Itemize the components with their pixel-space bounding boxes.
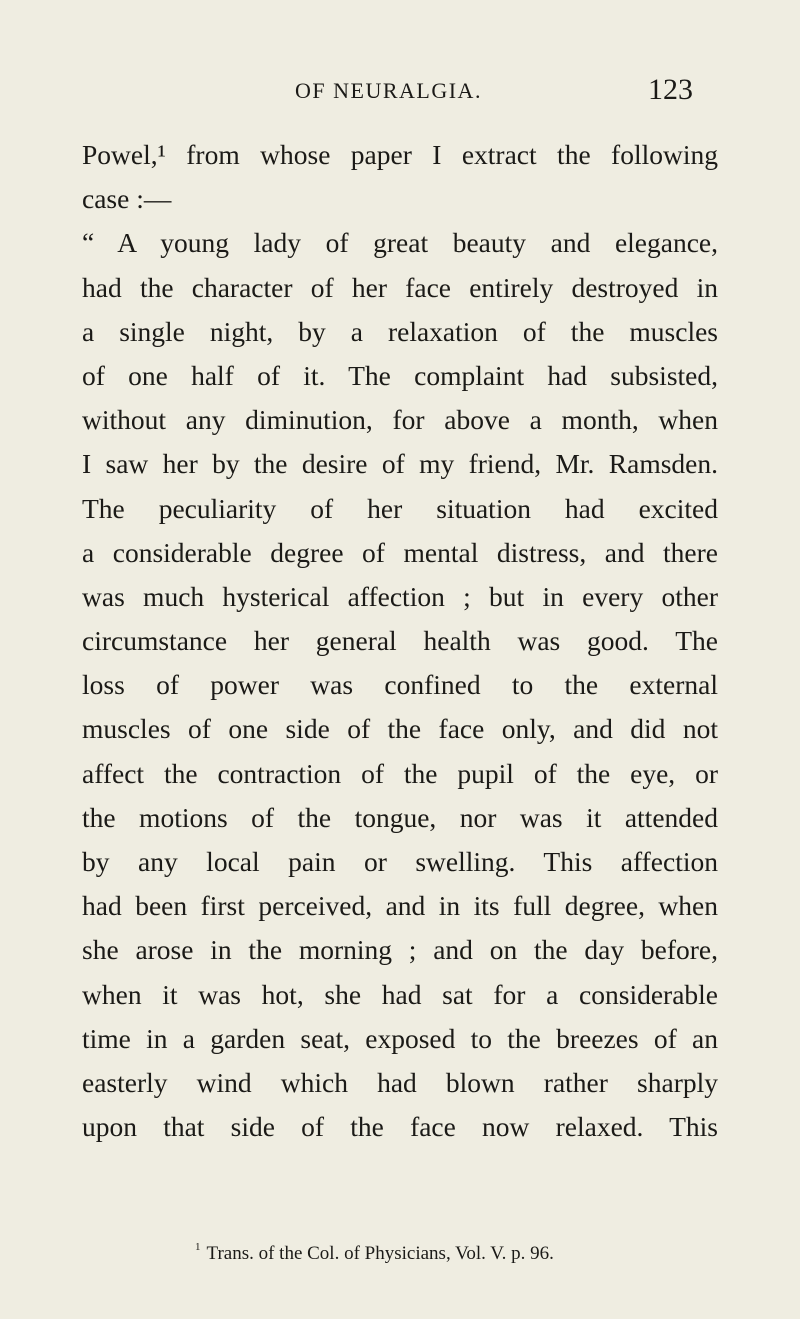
text-line: a considerable degree of mental distress, and there bbox=[82, 536, 718, 568]
text-line: without any diminution, for above a month, when bbox=[82, 404, 718, 436]
page-number: 123 bbox=[648, 73, 693, 106]
text-line: loss of power was confined to the external bbox=[82, 669, 718, 701]
text-line: of one half of it. The complaint had subsisted, bbox=[82, 359, 718, 391]
text-line: case :— bbox=[82, 183, 172, 215]
text-line: when it was hot, she had sat for a considerable bbox=[82, 978, 718, 1010]
text-line: time in a garden seat, exposed to the breezes of an bbox=[82, 1022, 718, 1054]
text-line: she arose in the morning ; and on the day before, bbox=[82, 934, 718, 966]
text-line: the motions of the tongue, nor was it attended bbox=[82, 801, 718, 833]
body-text bbox=[82, 133, 718, 1149]
text-line: circumstance her general health was good. The bbox=[82, 625, 718, 657]
text-line: I saw her by the desire of my friend, Mr. Ramsden. bbox=[82, 448, 718, 480]
text-line: upon that side of the face now relaxed. This bbox=[82, 1111, 718, 1143]
text-line: had been first perceived, and in its full degree, when bbox=[82, 890, 718, 922]
footnote-text: Trans. of the Col. of Physicians, Vol. V. p. 96. bbox=[206, 1243, 554, 1264]
text-line: by any local pain or swelling. This affection bbox=[82, 846, 718, 877]
text-line: Powel,¹ from whose paper I extract the following bbox=[82, 139, 718, 170]
text-line: had the character of her face entirely destroyed in bbox=[82, 271, 718, 303]
text-line: The peculiarity of her situation had excited bbox=[82, 492, 718, 524]
text-line: muscles of one side of the face only, and did not bbox=[82, 713, 718, 745]
text-line: easterly wind which had blown rather sharply bbox=[82, 1066, 718, 1098]
text-line: was much hysterical affection ; but in every other bbox=[82, 580, 718, 612]
footnote-marker: 1 bbox=[195, 1241, 201, 1253]
text-line: “ A young lady of great beauty and elegance, bbox=[82, 227, 718, 259]
footnote bbox=[195, 1243, 554, 1265]
text-line: a single night, by a relaxation of the muscles bbox=[82, 315, 718, 347]
page-header bbox=[0, 73, 800, 114]
running-title: OF NEURALGIA. bbox=[295, 78, 482, 103]
text-line: affect the contraction of the pupil of the eye, or bbox=[82, 757, 718, 789]
